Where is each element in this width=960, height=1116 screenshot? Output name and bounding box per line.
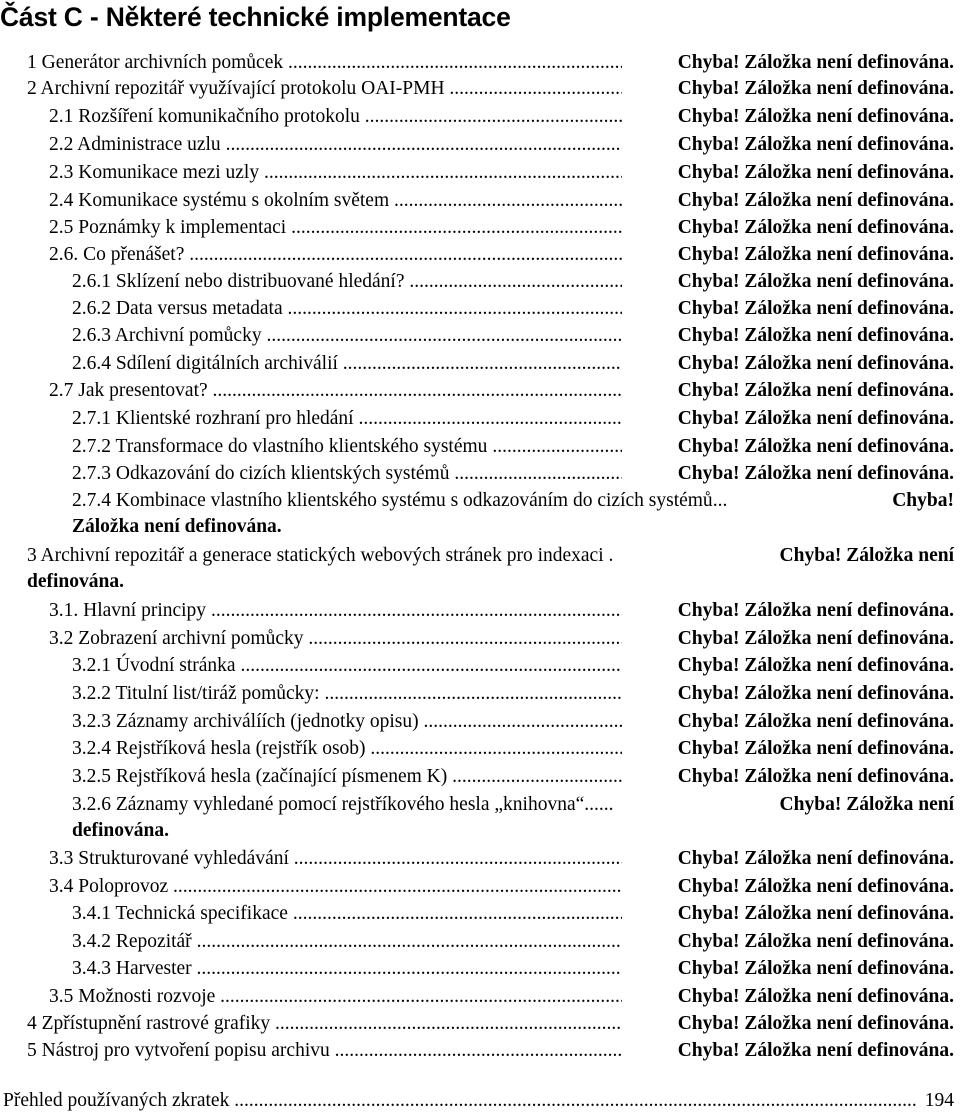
- toc-entry-error: Chyba! Záložka není definována.: [677, 683, 954, 704]
- toc-entry-label: 2.4 Komunikace systému s okolním světem .....: [0, 188, 622, 214]
- toc-entry-error-continued: definována.: [72, 820, 169, 841]
- toc-entry-label: 2.7 Jak presentovat? .....: [0, 378, 622, 404]
- toc-entry[interactable]: 2.7.4 Kombinace vlastního klientského systému s odkazováním do cizích systémů... Chyba! Záložka není definována.: [0, 488, 960, 540]
- toc-entry-label: 5 Nástroj pro vytvoření popisu archivu .....: [0, 1038, 622, 1064]
- toc-entry-label: 1 Generátor archivních pomůcek .....: [0, 50, 622, 76]
- toc-entry[interactable]: [0, 160, 954, 186]
- toc-entry[interactable]: [0, 984, 954, 1010]
- toc-entry[interactable]: [0, 626, 954, 652]
- toc-entry-label: 3.2.3 Záznamy archiválíích (jednotky opisu) .....: [0, 709, 622, 735]
- toc-entry-label: 2 Archivní repozitář využívající protokolu OAI-PMH .....: [0, 76, 622, 102]
- toc-entry-label: Přehled používaných zkratek .....: [0, 1088, 918, 1114]
- toc-entry-error: Chyba! Záložka není definována.: [677, 380, 954, 401]
- toc-entry[interactable]: [0, 76, 954, 102]
- toc-entry-label: 2.6.4 Sdílení digitálních archiválií .....: [0, 351, 622, 377]
- toc-entry-label: 3.4.3 Harvester .....: [0, 956, 622, 982]
- toc-entry[interactable]: [0, 598, 954, 624]
- toc-entry[interactable]: [0, 406, 954, 432]
- toc-entry[interactable]: [0, 1011, 954, 1037]
- toc-entry-error: Chyba! Záložka není definována.: [677, 244, 954, 265]
- toc-entry-label: 2.6.2 Data versus metadata .....: [0, 296, 622, 322]
- toc-entry[interactable]: [0, 461, 954, 487]
- toc-entry-error: Chyba! Záložka není definována.: [677, 106, 954, 127]
- toc-entry[interactable]: [0, 296, 954, 322]
- toc-entry-label: 2.7.1 Klientské rozhraní pro hledání .....: [0, 406, 622, 432]
- toc-entry-error: Chyba! Záložka není: [779, 545, 954, 566]
- toc-entry[interactable]: 3 Archivní repozitář a generace statických webových stránek pro indexaci . Chyba! Záložka není definována.: [0, 543, 960, 595]
- toc-entry-label: 2.6.1 Sklízení nebo distribuované hledání? .....: [0, 269, 622, 295]
- toc-entry[interactable]: 3.2.6 Záznamy vyhledané pomocí rejstříkového hesla „knihovna“...... Chyba! Záložka není definována.: [0, 792, 960, 844]
- toc-entry[interactable]: [0, 1088, 954, 1114]
- toc-entry-label: 3.2.2 Titulní list/tiráž pomůcky: .....: [0, 681, 622, 707]
- toc-entry-label: 3.4.2 Repozitář .....: [0, 929, 622, 955]
- toc-entry-error: Chyba! Záložka není definována.: [677, 876, 954, 897]
- toc-entry-error: Chyba! Záložka není definována.: [677, 628, 954, 649]
- toc-entry-label: 2.5 Poznámky k implementaci .....: [0, 215, 622, 241]
- toc-entry[interactable]: [0, 846, 954, 872]
- toc-entry-error: Chyba! Záložka není definována.: [677, 848, 954, 869]
- toc-entry-error: Chyba! Záložka není definována.: [677, 134, 954, 155]
- toc-entry[interactable]: [0, 736, 954, 762]
- toc-entry-page: 194: [924, 1090, 954, 1111]
- toc-entry-error: Chyba! Záložka není definována.: [677, 655, 954, 676]
- toc-entry-error-continued: Záložka není definována.: [72, 516, 282, 537]
- toc-entry-label: 3.1. Hlavní principy .....: [0, 598, 622, 624]
- toc-entry[interactable]: [0, 681, 954, 707]
- toc-entry-error: Chyba! Záložka není definována.: [677, 325, 954, 346]
- toc-entry-label: 3.4 Poloprovoz .....: [0, 874, 622, 900]
- toc-entry[interactable]: [0, 269, 954, 295]
- toc-entry-error: Chyba! Záložka není definována.: [677, 463, 954, 484]
- toc-entry-label: 2.6.3 Archivní pomůcky .....: [0, 323, 622, 349]
- toc-entry-error-continued: definována.: [27, 571, 124, 592]
- toc-entry-error: Chyba! Záložka není definována.: [677, 162, 954, 183]
- toc-entry-error: Chyba! Záložka není definována.: [677, 52, 954, 73]
- toc-entry-error: Chyba! Záložka není definována.: [677, 408, 954, 429]
- toc-entry[interactable]: [0, 104, 954, 130]
- toc-entry[interactable]: [0, 1038, 954, 1064]
- toc-entry[interactable]: [0, 764, 954, 790]
- toc-entry-error: Chyba! Záložka není definována.: [677, 1013, 954, 1034]
- toc-entry[interactable]: [0, 956, 954, 982]
- toc-entry-error: Chyba! Záložka není definována.: [677, 903, 954, 924]
- toc-entry-label: 3.2 Zobrazení archivní pomůcky .....: [0, 626, 622, 652]
- toc-entry[interactable]: [0, 188, 954, 214]
- toc-entry-label: 2.7.4 Kombinace vlastního klientského systému s odkazováním do cizích systémů: [72, 490, 713, 511]
- toc-entry-label: 3.3 Strukturované vyhledávání .....: [0, 846, 622, 872]
- toc-entry[interactable]: [0, 242, 954, 268]
- toc-entry-error: Chyba! Záložka není definována.: [677, 600, 954, 621]
- toc-entry[interactable]: [0, 50, 954, 76]
- toc-entry-label: 3.4.1 Technická specifikace .....: [0, 901, 622, 927]
- toc-entry-label: 2.7.3 Odkazování do cizích klientských systémů .....: [0, 461, 622, 487]
- toc-entry-error: Chyba! Záložka není definována.: [677, 78, 954, 99]
- toc-entry-label: 2.3 Komunikace mezi uzly .....: [0, 160, 622, 186]
- toc-entry-label: 4 Zpřístupnění rastrové grafiky .....: [0, 1011, 622, 1037]
- toc-entry-error: Chyba! Záložka není definována.: [677, 766, 954, 787]
- toc-entry-label: 3.2.4 Rejstříková hesla (rejstřík osob) .....: [0, 736, 622, 762]
- toc-entry-label: 2.6. Co přenášet? .....: [0, 242, 622, 268]
- toc-entry-label: 3.2.6 Záznamy vyhledané pomocí rejstříkového hesla „knihovna“: [72, 794, 585, 815]
- toc-entry-error: Chyba! Záložka není definována.: [677, 298, 954, 319]
- toc-entry-error: Chyba! Záložka není definována.: [677, 271, 954, 292]
- toc-entry-label: 3 Archivní repozitář a generace statických webových stránek pro indexaci: [27, 545, 604, 566]
- toc-entry[interactable]: [0, 901, 954, 927]
- toc-entry-error: Chyba! Záložka není definována.: [677, 1040, 954, 1061]
- toc-entry-error: Chyba! Záložka není definována.: [677, 711, 954, 732]
- toc-entry-error: Chyba! Záložka není definována.: [677, 190, 954, 211]
- toc-entry-label: 2.2 Administrace uzlu .....: [0, 132, 622, 158]
- toc-entry-error: Chyba! Záložka není: [779, 794, 954, 815]
- toc-entry-error: Chyba! Záložka není definována.: [677, 217, 954, 238]
- toc-entry-label: 2.7.2 Transformace do vlastního klientského systému .....: [0, 434, 622, 460]
- toc-entry-error: Chyba! Záložka není definována.: [677, 353, 954, 374]
- toc-entry[interactable]: [0, 709, 954, 735]
- toc-entry[interactable]: [0, 132, 954, 158]
- toc-entry[interactable]: [0, 434, 954, 460]
- toc-entry-error: Chyba! Záložka není definována.: [677, 436, 954, 457]
- toc-entry[interactable]: [0, 874, 954, 900]
- toc-entry[interactable]: [0, 653, 954, 679]
- toc-entry-label: 2.1 Rozšíření komunikačního protokolu .....: [0, 104, 622, 130]
- toc-entry-label: 3.2.5 Rejstříková hesla (začínající písmenem K) .....: [0, 764, 622, 790]
- toc-entry-error: Chyba!: [892, 490, 954, 511]
- toc-entry-error: Chyba! Záložka není definována.: [677, 738, 954, 759]
- toc-entry-label: 3.5 Možnosti rozvoje .....: [0, 984, 622, 1010]
- toc-entry[interactable]: [0, 323, 954, 349]
- toc-entry-error: Chyba! Záložka není definována.: [677, 931, 954, 952]
- toc-entry-label: 3.2.1 Úvodní stránka .....: [0, 653, 622, 679]
- toc-entry-error: Chyba! Záložka není definována.: [677, 986, 954, 1007]
- page-title: Část C - Některé technické implementace: [0, 2, 511, 32]
- toc-entry[interactable]: [0, 351, 954, 377]
- toc-entry[interactable]: [0, 378, 954, 404]
- toc-entry[interactable]: [0, 215, 954, 241]
- toc-entry-error: Chyba! Záložka není definována.: [677, 958, 954, 979]
- toc-entry[interactable]: [0, 929, 954, 955]
